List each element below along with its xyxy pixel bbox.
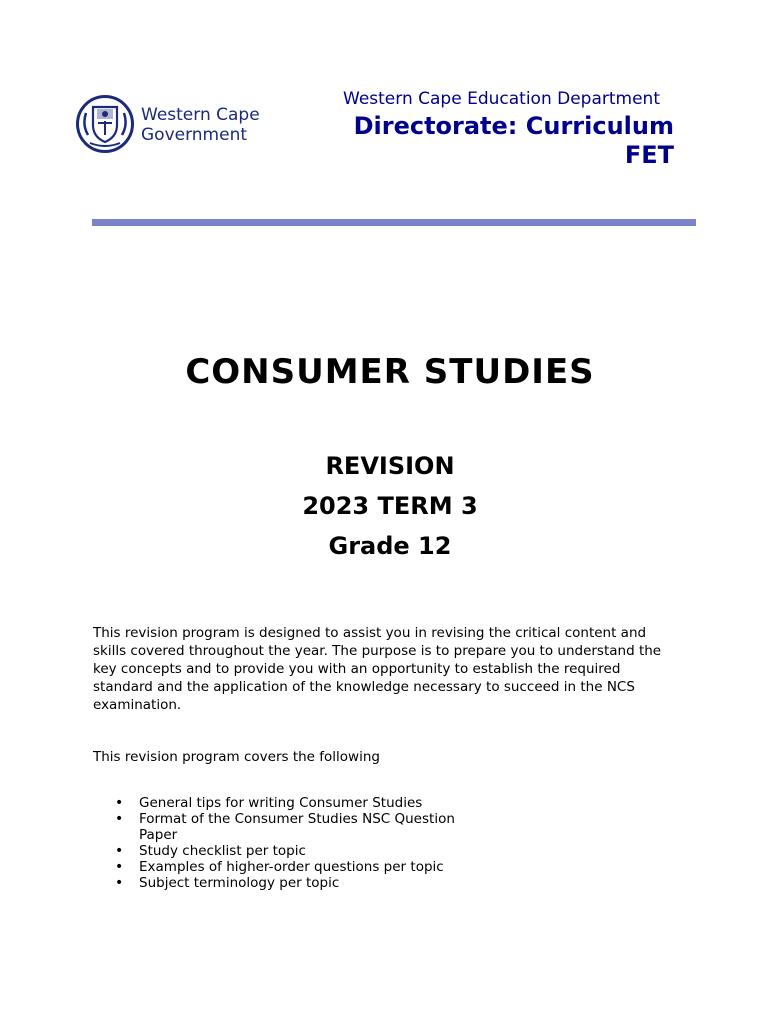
topics-list	[110, 795, 490, 891]
list-item-text: Examples of higher-order questions per topic	[139, 859, 444, 875]
document-title: CONSUMER STUDIES	[185, 352, 595, 392]
subtitle-revision: REVISION	[325, 452, 455, 480]
list-item-text: Format of the Consumer Studies NSC Question Paper	[139, 811, 455, 843]
department-heading	[314, 88, 674, 170]
bullet-icon: •	[115, 859, 124, 875]
list-item	[110, 795, 490, 811]
coat-of-arms-icon	[76, 95, 136, 155]
header-divider	[92, 219, 696, 226]
bullet-icon: •	[115, 843, 124, 859]
directorate-title: Directorate: Curriculum FET	[353, 112, 674, 169]
subtitle-grade: Grade 12	[328, 532, 452, 560]
logo-line-1: Western Cape	[141, 105, 260, 125]
bullet-icon: •	[115, 875, 124, 891]
subtitle-term: 2023 TERM 3	[302, 492, 478, 520]
wcg-logo	[76, 95, 286, 155]
department-name: Western Cape Education Department	[343, 89, 660, 109]
list-item	[110, 859, 490, 875]
list-item	[110, 843, 490, 859]
list-item	[110, 875, 490, 891]
list-item	[110, 811, 490, 843]
logo-line-2: Government	[141, 125, 248, 145]
list-item-text: Study checklist per topic	[139, 843, 306, 859]
bullet-icon: •	[115, 811, 124, 827]
list-item-text: General tips for writing Consumer Studies	[139, 795, 423, 811]
intro-paragraph: This revision program is designed to assist you in revising the critical content and skills covered throughout the year. The purpose is to prepare you to understand the key concepts and to provide you with an opportunity to establish the required standard and the application of the knowledge necessary to succeed in the NCS examination.	[93, 625, 662, 713]
bullet-icon: •	[115, 795, 124, 811]
list-item-text: Subject terminology per topic	[139, 875, 340, 891]
covers-label: This revision program covers the following	[93, 749, 380, 765]
